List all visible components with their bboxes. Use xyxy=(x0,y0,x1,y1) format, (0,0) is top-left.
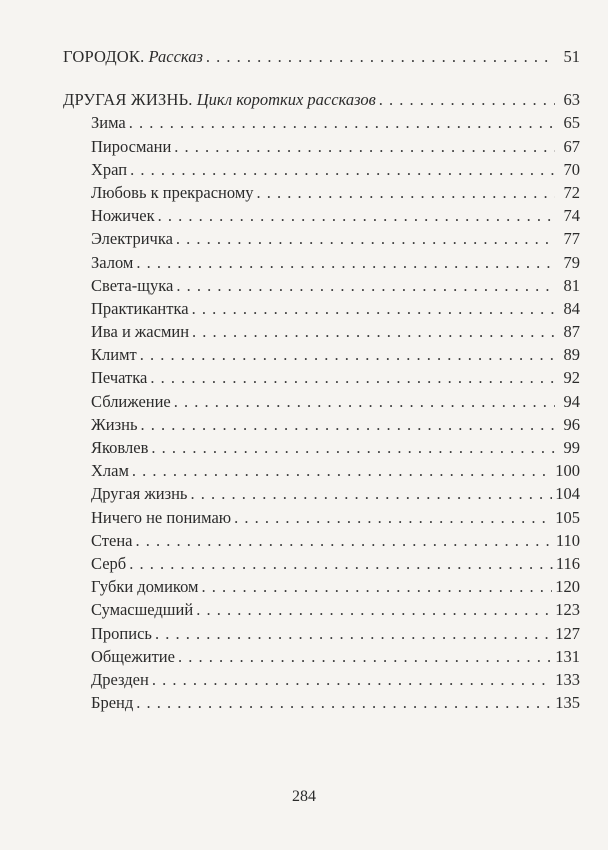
toc-sub-entry xyxy=(63,251,580,274)
toc-sub-entry xyxy=(63,158,580,181)
toc-sub-entry xyxy=(63,482,580,505)
dot-leader xyxy=(129,111,555,134)
toc-sub-entry xyxy=(63,529,580,552)
toc-sub-entry-title: Печатка xyxy=(91,368,148,388)
dot-leader xyxy=(257,181,555,204)
toc-sub-entry-page: 72 xyxy=(563,182,580,202)
toc-sub-entry-page: 135 xyxy=(555,693,580,713)
toc-entry-title xyxy=(63,88,376,111)
toc-sub-entry-page: 89 xyxy=(563,345,580,365)
toc-sub-entry-title: Пиросмани xyxy=(91,136,172,156)
toc-sub-entry-page: 133 xyxy=(555,669,580,689)
dot-leader xyxy=(174,390,555,413)
toc-sub-entry-page: 123 xyxy=(555,600,580,620)
toc-sub-entry xyxy=(63,552,580,575)
toc-entry-subtitle: Цикл коротких рассказов xyxy=(196,90,376,110)
toc-sub-entry-title: Губки домиком xyxy=(91,577,199,597)
toc-sub-entry-page: 92 xyxy=(563,368,580,388)
toc-sub-entry xyxy=(63,274,580,297)
toc-sub-entry xyxy=(63,366,580,389)
toc-sub-entry-page: 96 xyxy=(563,414,580,434)
toc-sub-entry xyxy=(63,227,580,250)
toc-sub-entry-page: 79 xyxy=(563,252,580,272)
toc-sub-entry xyxy=(63,297,580,320)
dot-leader xyxy=(155,622,552,645)
dot-leader xyxy=(151,436,555,459)
dot-leader xyxy=(190,482,552,505)
toc-sub-entry-page: 116 xyxy=(555,553,580,573)
toc-sub-entry-page: 110 xyxy=(555,530,580,550)
toc-sub-entry-page: 70 xyxy=(563,159,580,179)
toc-sub-entry xyxy=(63,413,580,436)
page-number: 284 xyxy=(292,788,316,805)
toc-sub-entry-title: Практикантка xyxy=(91,298,189,318)
toc-sub-entry-title: Общежитие xyxy=(91,646,175,666)
toc-sub-entry-page: 67 xyxy=(563,136,580,156)
toc-sub-entry xyxy=(63,506,580,529)
toc-sub-entry-title: Ножичек xyxy=(91,206,155,226)
toc-sub-entry-title: Хлам xyxy=(91,461,129,481)
dot-leader xyxy=(130,158,555,181)
toc-sub-entry-title: Пропись xyxy=(91,623,152,643)
table-of-contents xyxy=(63,45,580,714)
toc-entry-title xyxy=(63,45,203,68)
toc-sub-entry xyxy=(63,111,580,134)
toc-sub-entry-title: Любовь к прекрасному xyxy=(91,182,254,202)
toc-sub-entry xyxy=(63,645,580,668)
dot-leader xyxy=(379,88,555,111)
dot-leader xyxy=(141,413,556,436)
toc-entry-page: 51 xyxy=(563,47,580,66)
dot-leader xyxy=(135,529,552,552)
dot-leader xyxy=(174,135,555,158)
dot-leader xyxy=(178,645,552,668)
toc-sub-entry xyxy=(63,622,580,645)
toc-sub-entry xyxy=(63,598,580,621)
dot-leader xyxy=(132,459,552,482)
dot-leader xyxy=(176,227,555,250)
toc-sub-entry xyxy=(63,320,580,343)
toc-sub-entry-page: 105 xyxy=(555,507,580,527)
toc-entry-drugaya-zhizn xyxy=(63,88,580,111)
dot-leader xyxy=(201,575,552,598)
toc-sub-entry xyxy=(63,135,580,158)
toc-sub-entry-page: 120 xyxy=(555,577,580,597)
toc-sub-entry-title: Зима xyxy=(91,113,126,133)
toc-sub-entry xyxy=(63,436,580,459)
toc-sub-entry-page: 100 xyxy=(555,461,580,481)
toc-sub-entry xyxy=(63,691,580,714)
toc-sub-entry xyxy=(63,668,580,691)
toc-entry-page: 63 xyxy=(563,90,580,110)
toc-sub-entry-page: 84 xyxy=(563,298,580,318)
toc-sub-entry-page: 131 xyxy=(555,646,580,666)
toc-sub-entry xyxy=(63,575,580,598)
toc-sub-entry-page: 77 xyxy=(563,229,580,249)
dot-leader xyxy=(176,274,555,297)
toc-sub-entry-page: 81 xyxy=(563,275,580,295)
toc-sub-entry-page: 65 xyxy=(563,113,580,133)
dot-leader xyxy=(136,251,555,274)
toc-entry-subtitle: Рассказ xyxy=(148,47,203,66)
dot-leader xyxy=(192,297,555,320)
toc-sub-entry-title: Бренд xyxy=(91,693,134,713)
toc-sub-entry-title: Ива и жасмин xyxy=(91,322,190,342)
toc-sub-entry-title: Электричка xyxy=(91,229,173,249)
toc-sub-entry-page: 87 xyxy=(563,322,580,342)
dot-leader xyxy=(140,343,555,366)
toc-entry-title-caps: ДРУГАЯ ЖИЗНЬ. xyxy=(63,90,193,110)
toc-sub-entry xyxy=(63,204,580,227)
toc-sub-entry-title: Стена xyxy=(91,530,133,550)
toc-sub-entry-page: 127 xyxy=(555,623,580,643)
toc-entry-title-caps: ГОРОДОК. xyxy=(63,47,145,66)
toc-sub-entry-page: 104 xyxy=(555,484,580,504)
dot-leader xyxy=(136,691,552,714)
dot-leader xyxy=(196,598,552,621)
toc-sub-entry-title: Дрезден xyxy=(91,669,149,689)
toc-sub-entry-page: 94 xyxy=(563,391,580,411)
toc-entry-gorodok xyxy=(63,45,580,68)
toc-sub-entry-title: Сближение xyxy=(91,391,171,411)
dot-leader xyxy=(152,668,552,691)
toc-sub-entry-page: 74 xyxy=(563,206,580,226)
dot-leader xyxy=(206,45,555,68)
toc-sub-entry-title: Храп xyxy=(91,159,128,179)
toc-sub-entry xyxy=(63,459,580,482)
dot-leader xyxy=(129,552,553,575)
toc-sub-entry-title: Сумасшедший xyxy=(91,600,194,620)
dot-leader xyxy=(158,204,555,227)
toc-sub-list xyxy=(63,111,580,714)
toc-sub-entry xyxy=(63,390,580,413)
toc-sub-entry-title: Климт xyxy=(91,345,137,365)
toc-sub-entry-title: Света-щука xyxy=(91,275,174,295)
toc-sub-entry-page: 99 xyxy=(563,438,580,457)
toc-sub-entry-title: Другая жизнь xyxy=(91,484,188,504)
dot-leader xyxy=(192,320,555,343)
dot-leader xyxy=(234,506,552,529)
toc-sub-entry xyxy=(63,343,580,366)
toc-sub-entry xyxy=(63,181,580,204)
dot-leader xyxy=(150,366,555,389)
toc-sub-entry-title: Яковлев xyxy=(91,438,149,457)
toc-sub-entry-title: Залом xyxy=(91,252,134,272)
toc-sub-entry-title: Ничего не понимаю xyxy=(91,507,232,527)
toc-sub-entry-title: Жизнь xyxy=(91,414,138,434)
toc-sub-entry-title: Серб xyxy=(91,553,127,573)
